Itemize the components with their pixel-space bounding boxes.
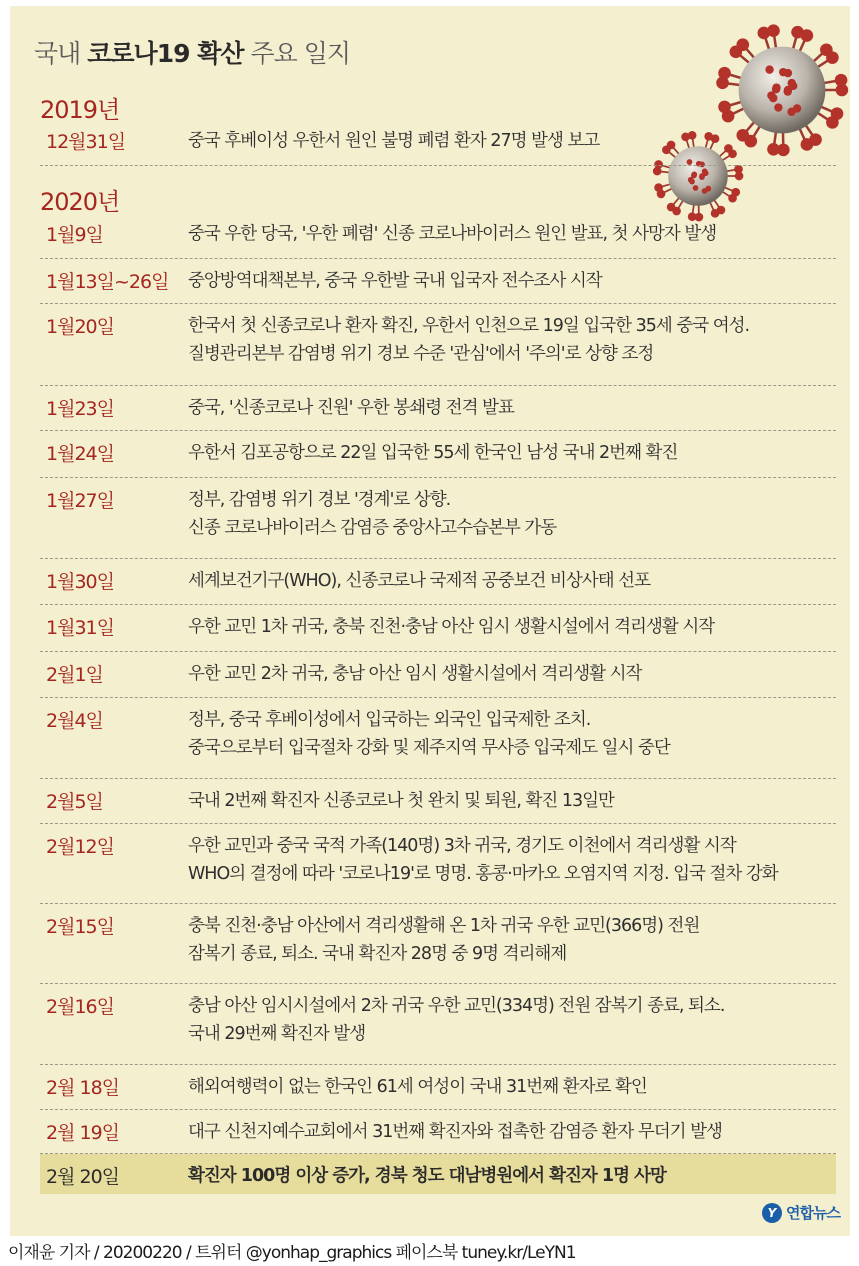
- event-line: 우한서 김포공항으로 22일 입국한 55세 한국인 남성 국내 2번째 확진: [188, 443, 678, 463]
- event-line: 정부, 중국 후베이성에서 입국하는 외국인 입국제한 조치.: [188, 710, 591, 730]
- event-line: 우한 교민 2차 귀국, 충남 아산 임시 생활시설에서 격리생활 시작: [188, 664, 642, 684]
- event-line: 국내 29번째 확진자 발생: [188, 1024, 366, 1044]
- event-line: 세계보건기구(WHO), 신종코로나 국제적 공중보건 비상사태 선포: [188, 571, 650, 591]
- event-line: 충남 아산 임시시설에서 2차 귀국 우한 교민(334명) 전원 잠복기 종료, 퇴소.: [188, 996, 725, 1016]
- timeline-row: [40, 212, 836, 259]
- event-description: [188, 787, 859, 815]
- yonhap-logo: [762, 1202, 840, 1223]
- event-description: [188, 613, 859, 641]
- event-description: [188, 394, 859, 422]
- timeline-row: [40, 698, 836, 779]
- event-date: 1월30일: [46, 571, 114, 593]
- timeline-row: [40, 1110, 836, 1154]
- event-line: 중국 후베이성 우한서 원인 불명 폐렴 환자 27명 발생 보고: [188, 131, 600, 151]
- event-line: 중국으로부터 입국절차 강화 및 제주지역 무사증 입국제도 일시 중단: [188, 738, 670, 758]
- event-date: 2월15일: [46, 916, 114, 938]
- event-description: [188, 832, 859, 888]
- event-date: 1월20일: [46, 316, 114, 338]
- event-description: [188, 312, 859, 368]
- event-line: 우한 교민 1차 귀국, 충북 진천·충남 아산 임시 생활시설에서 격리생활 시작: [188, 617, 715, 637]
- event-description: [188, 992, 859, 1048]
- event-line: 한국서 첫 신종코로나 환자 확진, 우한서 인천으로 19일 입국한 35세 중국 여성.: [188, 316, 750, 336]
- event-line: 중앙방역대책본부, 중국 우한발 국내 입국자 전수조사 시작: [188, 271, 602, 291]
- timeline-row: [40, 984, 836, 1065]
- event-description: [188, 1118, 859, 1146]
- timeline-row: [40, 904, 836, 984]
- event-date: 2월 19일: [46, 1122, 120, 1144]
- timeline-row: [40, 824, 836, 904]
- event-line: WHO의 결정에 따라 '코로나19'로 명명. 홍콩·마카오 오염지역 지정. 입국 절차 강화: [188, 864, 778, 884]
- event-date: 1월23일: [46, 398, 114, 420]
- logo-mark: Y: [762, 1203, 782, 1223]
- event-date: 2월 20일: [46, 1166, 120, 1188]
- year-label: 2019년: [40, 96, 120, 124]
- event-description: [188, 439, 859, 467]
- event-description: [188, 706, 859, 762]
- timeline-row: [40, 478, 836, 559]
- infographic-panel: [10, 6, 850, 1236]
- event-date: 1월9일: [46, 224, 103, 246]
- event-description: [188, 567, 859, 595]
- title-part: 주요 일지: [243, 39, 350, 68]
- event-description: [188, 486, 859, 542]
- event-line: 충북 진천·충남 아산에서 격리생활해 온 1차 귀국 우한 교민(366명) 전원: [188, 916, 700, 936]
- logo-text: 연합뉴스: [786, 1204, 840, 1222]
- event-description: [188, 660, 859, 688]
- event-description: [188, 1162, 859, 1190]
- timeline-row: [40, 119, 836, 166]
- event-line: 해외여행력이 없는 한국인 61세 여성이 국내 31번째 환자로 확인: [188, 1077, 647, 1097]
- timeline-row: [40, 652, 836, 698]
- event-line: 중국, '신종코로나 진원' 우한 봉쇄령 전격 발표: [188, 398, 514, 418]
- event-date: 2월4일: [46, 710, 103, 732]
- event-line: 확진자 100명 이상 증가, 경북 청도 대남병원에서 확진자 1명 사망: [188, 1166, 666, 1186]
- event-date: 2월16일: [46, 996, 114, 1018]
- timeline-row: [40, 559, 836, 605]
- event-line: 중국 우한 당국, '우한 폐렴' 신종 코로나바이러스 원인 발표, 첫 사망자 발생: [188, 224, 717, 244]
- timeline-row: [40, 431, 836, 478]
- title-part: 국내: [34, 39, 88, 68]
- event-date: 2월12일: [46, 836, 114, 858]
- event-date: 1월13일~26일: [46, 271, 169, 293]
- event-date: 2월5일: [46, 791, 103, 813]
- event-description: [188, 912, 859, 968]
- event-line: 신종 코로나바이러스 감염증 중앙사고수습본부 가동: [188, 518, 557, 538]
- timeline-row: [40, 605, 836, 652]
- credit-line: 이재윤 기자 / 20200220 / 트위터 @yonhap_graphics 페이스북 tuney.kr/LeYN1: [8, 1243, 576, 1263]
- event-description: [188, 1073, 859, 1101]
- event-date: 12월31일: [46, 131, 126, 153]
- page-title: [34, 34, 350, 70]
- event-line: 정부, 감염병 위기 경보 '경계'로 상향.: [188, 490, 451, 510]
- event-description: [188, 127, 859, 155]
- event-date: 1월24일: [46, 443, 114, 465]
- event-date: 2월1일: [46, 664, 103, 686]
- event-date: 1월27일: [46, 490, 114, 512]
- event-line: 잠복기 종료, 퇴소. 국내 확진자 28명 중 9명 격리해제: [188, 944, 567, 964]
- event-line: 국내 2번째 확진자 신종코로나 첫 완치 및 퇴원, 확진 13일만: [188, 791, 614, 811]
- timeline-row: [40, 386, 836, 431]
- title-bold: 코로나19 확산: [87, 39, 244, 68]
- event-line: 대구 신천지예수교회에서 31번째 확진자와 접촉한 감염증 환자 무더기 발생: [188, 1122, 722, 1142]
- event-date: 1월31일: [46, 617, 114, 639]
- event-line: 우한 교민과 중국 국적 가족(140명) 3차 귀국, 경기도 이천에서 격리생활 시작: [188, 836, 736, 856]
- timeline-row: [40, 779, 836, 824]
- event-description: [188, 267, 859, 295]
- timeline-row: [40, 1065, 836, 1110]
- year-label: 2020년: [40, 188, 120, 216]
- event-line: 질병관리본부 감염병 위기 경보 수준 '관심'에서 '주의'로 상향 조정: [188, 344, 654, 364]
- event-date: 2월 18일: [46, 1077, 120, 1099]
- timeline-row: [40, 1154, 836, 1194]
- timeline-row: [40, 259, 836, 304]
- event-description: [188, 220, 859, 248]
- timeline-row: [40, 304, 836, 386]
